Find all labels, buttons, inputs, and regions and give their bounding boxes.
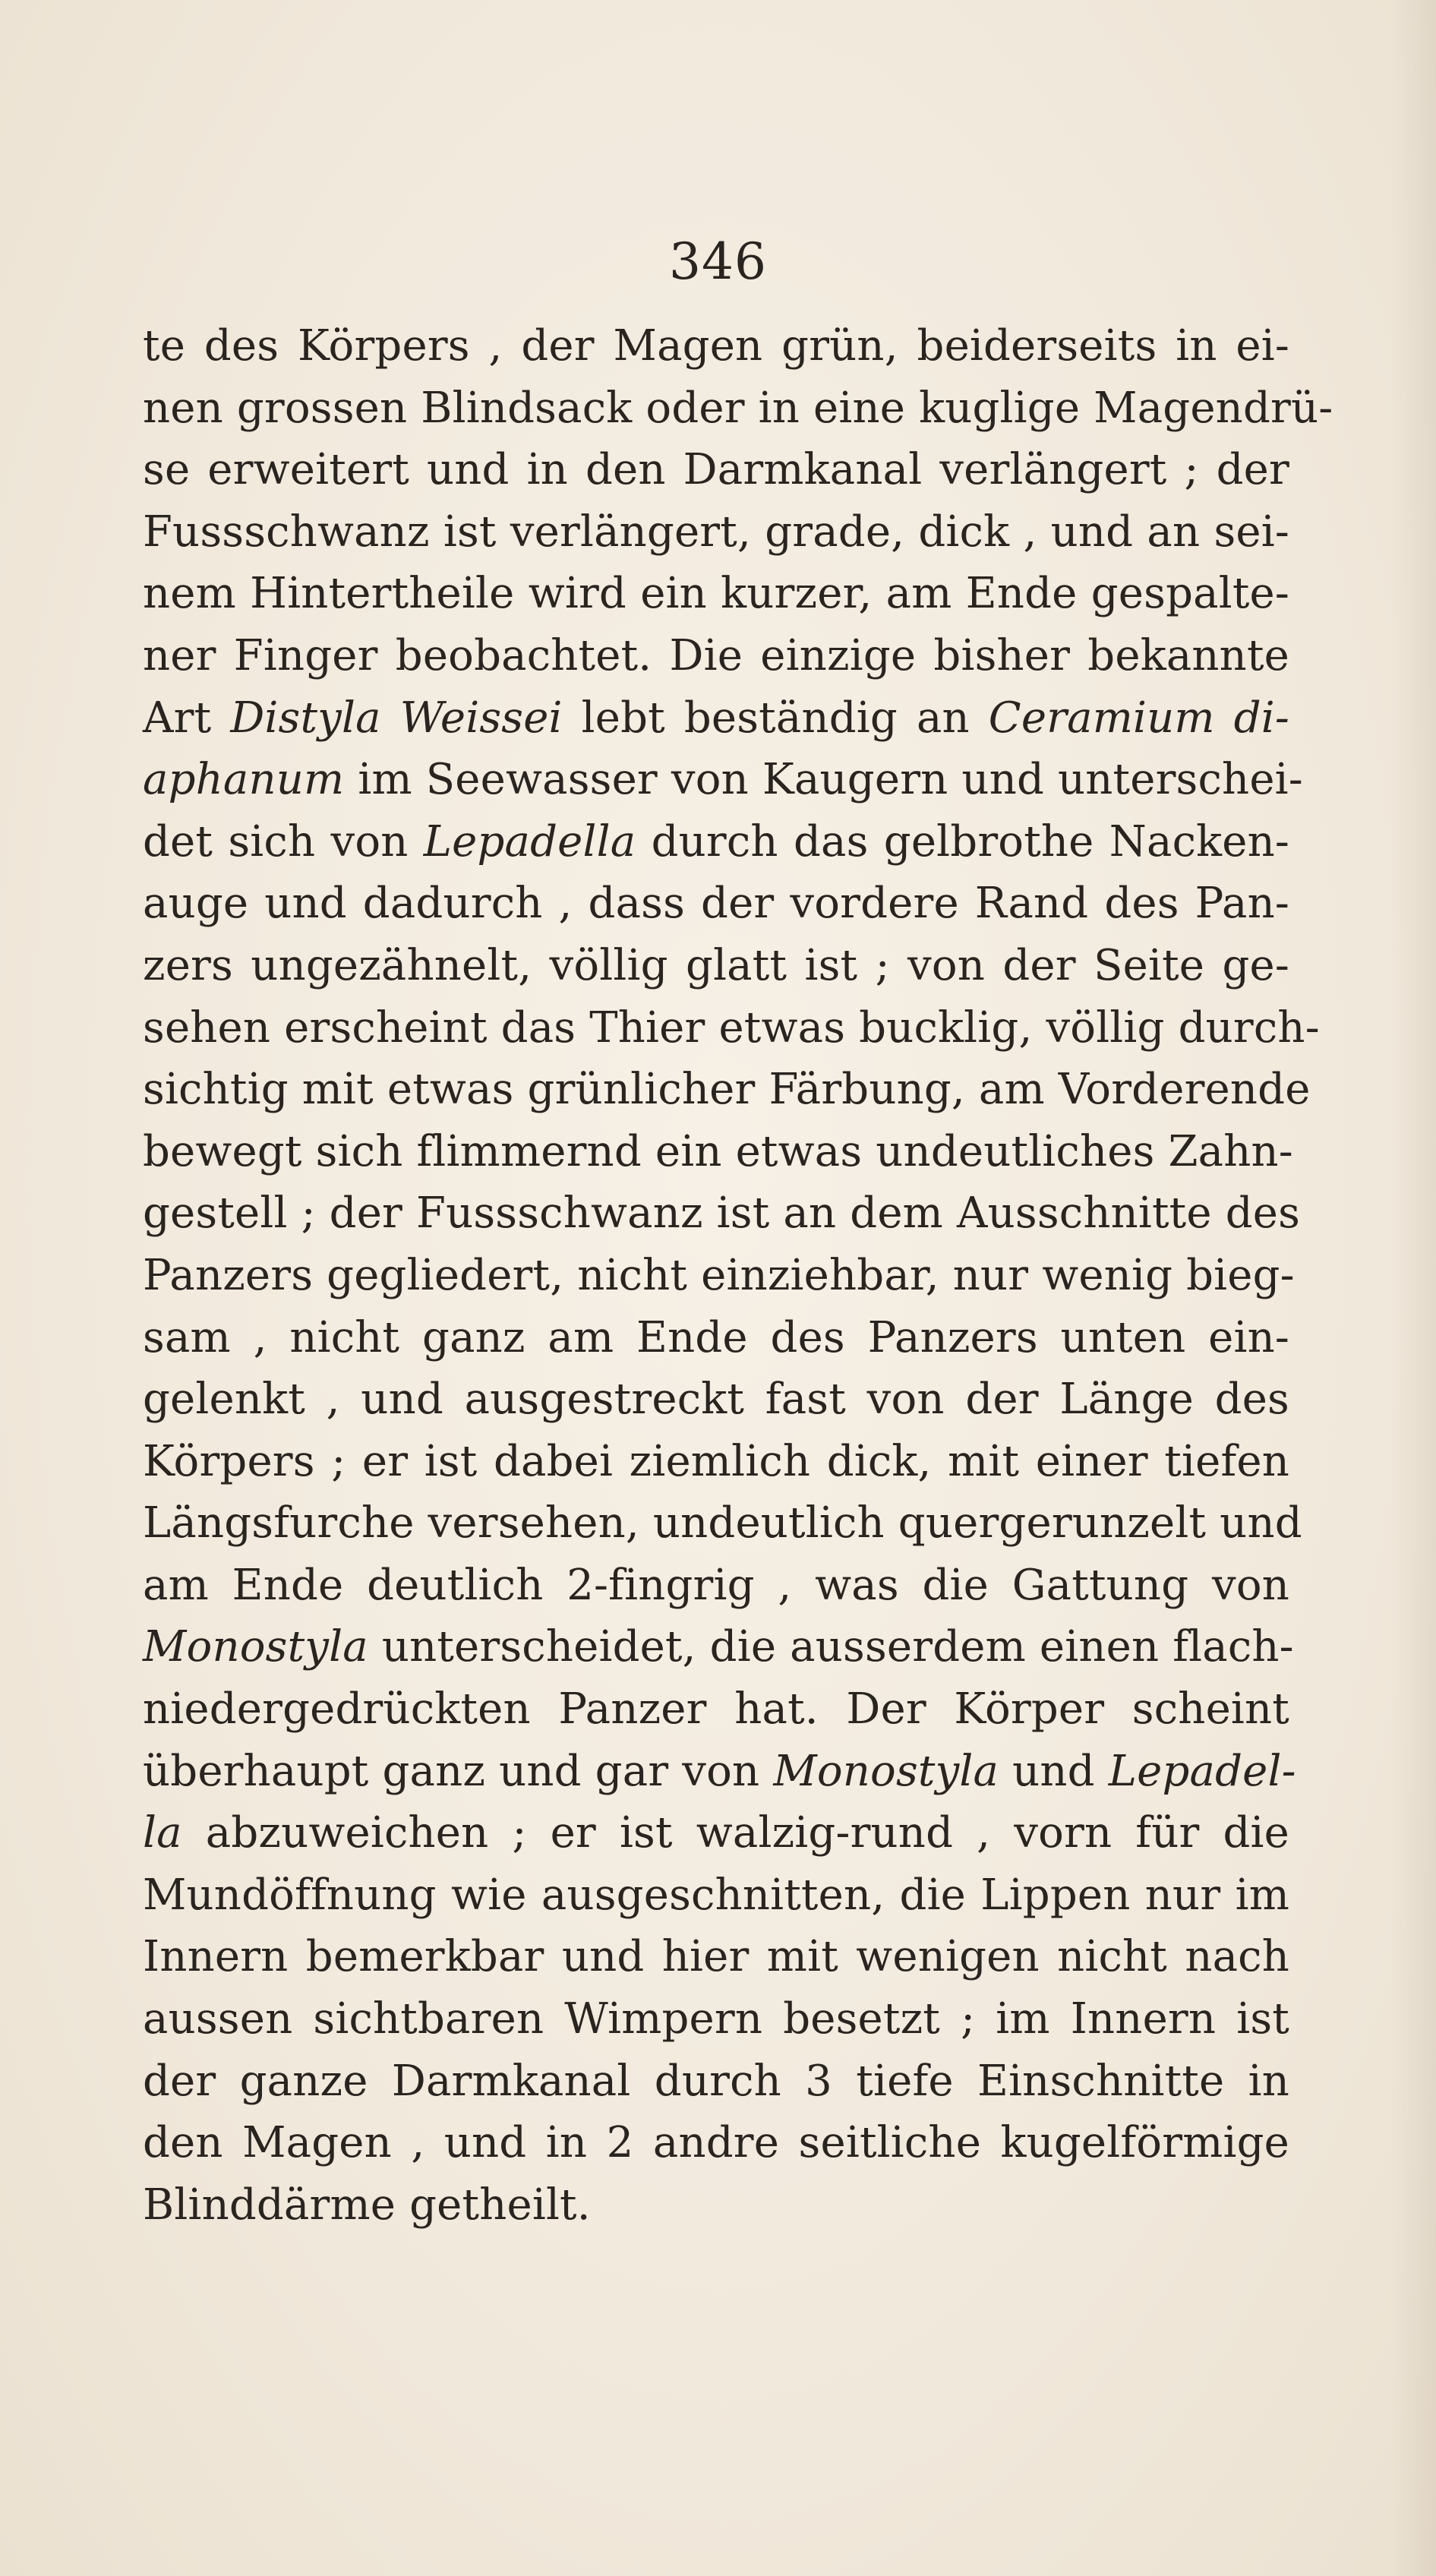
text-line [143, 1802, 1289, 1864]
text-line [143, 377, 1333, 440]
text-line [143, 1431, 1289, 1493]
italic-taxon-name: Lepadella [423, 816, 636, 867]
text-segment: ner Finger beobachtet. Die einzige bisher bekannte [143, 630, 1289, 680]
text-segment: Art [143, 693, 231, 743]
text-line [143, 563, 1289, 625]
text-segment: det sich von [143, 816, 424, 867]
italic-taxon-name: aphanum [143, 755, 345, 805]
text-segment: sehen erscheint das Thier etwas bucklig, völlig durch- [143, 1002, 1320, 1053]
text-segment: aussen sichtbaren Wimpern besetzt ; im Innern ist [143, 1994, 1289, 2044]
text-segment: am Ende deutlich 2-fingrig , was die Gattung von [143, 1560, 1289, 1610]
text-line [143, 1678, 1289, 1741]
text-segment: Längsfurche versehen, undeutlich quergerunzelt und [143, 1498, 1302, 1548]
text-line [143, 1864, 1289, 1927]
text-line [143, 935, 1289, 997]
text-line [143, 687, 1289, 750]
text-line [143, 1926, 1289, 1988]
text-segment: zers ungezähnelt, völlig glatt ist ; von der Seite ge- [143, 940, 1289, 990]
text-line [143, 1121, 1293, 1183]
text-segment: unterscheidet, die ausserdem einen flach- [368, 1622, 1294, 1672]
italic-taxon-name: Monostyla [143, 1622, 368, 1672]
text-segment: Fussschwanz ist verlängert, grade, dick , und an sei- [143, 507, 1289, 557]
text-line [143, 873, 1289, 935]
text-line [143, 1616, 1294, 1678]
italic-taxon-name: Monostyla [773, 1746, 999, 1796]
text-line [143, 1988, 1289, 2050]
italic-taxon-name: Ceramium di- [988, 693, 1289, 743]
italic-taxon-name: la [143, 1808, 182, 1858]
text-segment: se erweitert und in den Darmkanal verlängert ; der [143, 445, 1289, 495]
text-segment: bewegt sich flimmernd ein etwas undeutliches Zahn- [143, 1126, 1293, 1176]
text-line [143, 439, 1289, 501]
text-segment: den Magen , und in 2 andre seitliche kugelförmige [143, 2118, 1289, 2168]
text-line [143, 997, 1320, 1059]
text-line [143, 1368, 1289, 1431]
text-segment: gestell ; der Fussschwanz ist an dem Ausschnitte des [143, 1189, 1301, 1239]
text-line [143, 2050, 1289, 2113]
text-segment: Innern bemerkbar und hier mit wenigen nicht nach [143, 1932, 1289, 1982]
text-segment: im Seewasser von Kaugern und unterschei- [344, 755, 1303, 805]
text-segment: überhaupt ganz und gar von [143, 1746, 774, 1796]
text-segment: Blinddärme getheilt. [143, 2180, 591, 2230]
body-text [143, 315, 1333, 2236]
italic-taxon-name: Distyla Weissei [230, 693, 563, 743]
text-segment: te des Körpers , der Magen grün, beiderseits in ei- [143, 321, 1289, 371]
text-segment: Panzers gegliedert, nicht einziehbar, nur wenig bieg- [143, 1250, 1295, 1300]
text-segment: sichtig mit etwas grünlicher Färbung, am Vorderende [143, 1065, 1311, 1115]
text-segment: durch das gelbrothe Nacken- [636, 816, 1289, 867]
text-segment: abzuweichen ; er ist walzig-rund , vorn für die [181, 1808, 1289, 1858]
text-line [143, 1245, 1295, 1307]
text-line [143, 501, 1289, 564]
text-segment: lebt beständig an [562, 693, 989, 743]
text-segment: und [999, 1746, 1109, 1796]
text-segment: sam , nicht ganz am Ende des Panzers unten ein- [143, 1312, 1289, 1362]
text-line [143, 1059, 1311, 1121]
text-line [143, 315, 1289, 377]
text-line [143, 811, 1289, 873]
text-line [143, 1182, 1301, 1245]
text-segment: gelenkt , und ausgestreckt fast von der Länge des [143, 1375, 1289, 1425]
text-segment: Körpers ; er ist dabei ziemlich dick, mit einer tiefen [143, 1436, 1289, 1486]
text-segment: niedergedrückten Panzer hat. Der Körper scheint [143, 1684, 1289, 1735]
text-line [143, 2112, 1289, 2174]
text-segment: auge und dadurch , dass der vordere Rand des Pan- [143, 879, 1289, 929]
text-segment: nem Hintertheile wird ein kurzer, am Ende gespalte- [143, 569, 1289, 619]
page-edge-shadow [1390, 0, 1436, 2576]
text-segment: nen grossen Blindsack oder in eine kuglige Magendrü- [143, 383, 1333, 433]
text-segment: Mundöffnung wie ausgeschnitten, die Lippen nur im [143, 1870, 1289, 1920]
italic-taxon-name: Lepadel- [1108, 1746, 1296, 1796]
text-line [143, 2174, 1289, 2237]
text-line [143, 625, 1289, 687]
text-line [143, 1555, 1289, 1617]
page-number: 346 [669, 232, 767, 291]
text-line [143, 1741, 1296, 1803]
text-line [143, 749, 1303, 811]
text-line [143, 1307, 1289, 1369]
text-segment: der ganze Darmkanal durch 3 tiefe Einschnitte in [143, 2056, 1289, 2106]
text-line [143, 1492, 1302, 1555]
